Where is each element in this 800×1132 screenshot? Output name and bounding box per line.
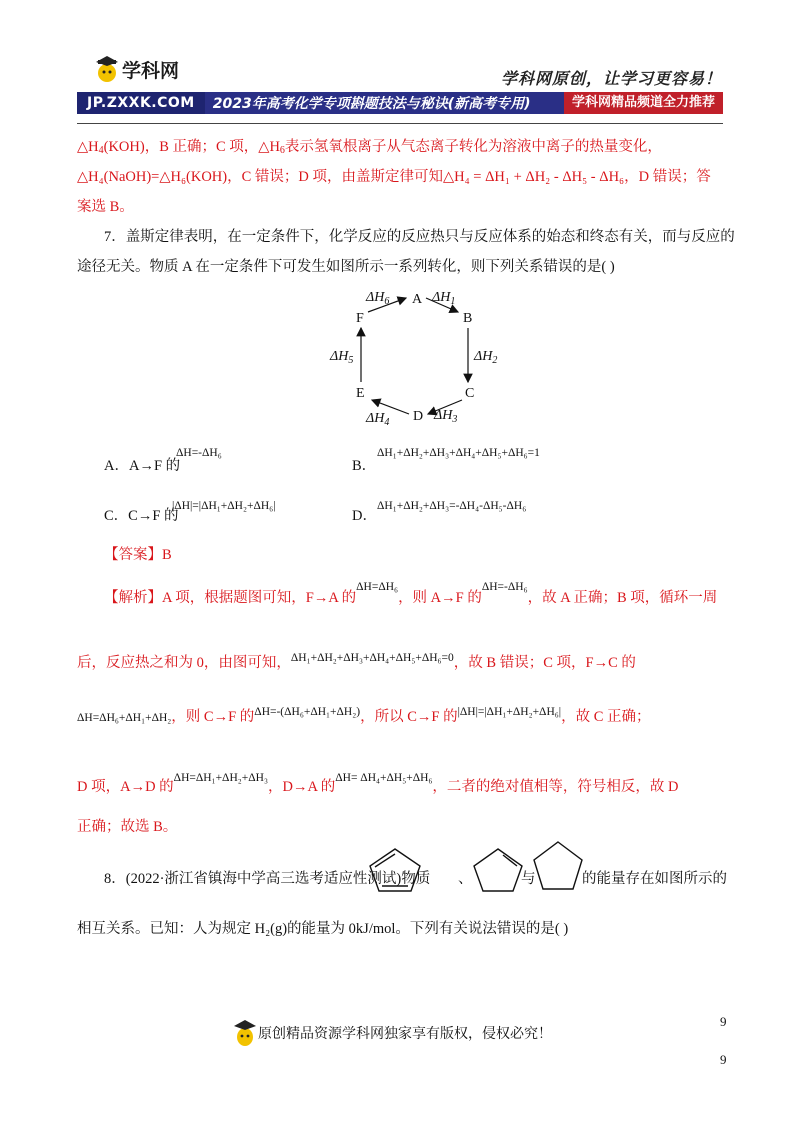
node-b: B	[463, 311, 473, 326]
cyclopentadiene-structure-icon	[365, 846, 425, 894]
q8-stem-part-1: 8．(2022·浙江省镇海中学高三选考适应性测试)物质	[104, 871, 431, 887]
q7-stem-line-1: 7．盖斯定律表明，在一定条件下，化学反应的反应热只与反应体系的始态和终态有关，而与反应的	[104, 229, 735, 245]
analysis-line-5: 正确；故选 B。	[77, 819, 178, 835]
logo-text: 学科网	[122, 60, 180, 82]
q8-stem-part-2: 的能量存在如图所示的	[582, 871, 727, 887]
label-dh1: $\Delta H_1$	[432, 290, 456, 307]
node-c: C	[465, 386, 475, 401]
prev-analysis-line-2: △H₄(NaOH)=△H₆(KOH)，C 错误；D 项，由盖斯定律可知△H₄ = ΔH₁ + ΔH₂ - ΔH₅ - ΔH₆，D 错误；答	[77, 169, 711, 185]
header-banner	[77, 92, 723, 114]
q8-separator-1: 、	[458, 871, 473, 887]
header-rule	[77, 123, 723, 124]
label-dh2: $\Delta H_2$	[474, 349, 498, 366]
label-dh6: $\Delta H_6$	[366, 290, 390, 307]
banner-title: 2023年高考化学专项斟题技法与秘诀(新高考专用)	[212, 96, 531, 112]
banner-recommend: 学科网精品频道全力推荐	[564, 92, 723, 114]
option-d-label: D．	[352, 508, 377, 524]
q8-separator-2: 与	[521, 871, 536, 887]
page-number-2: 9	[720, 1052, 727, 1067]
footer	[232, 1018, 552, 1048]
node-e: E	[356, 386, 365, 401]
cyclopentane-structure-icon	[532, 840, 584, 892]
option-b-label: B．	[352, 458, 377, 474]
logo	[92, 62, 202, 90]
option-c-formula: |ΔH|=|ΔH₁+ΔH₂+ΔH₆|	[172, 500, 276, 512]
node-f: F	[356, 311, 364, 326]
analysis-line-4: D 项，A→D 的$^{\Delta H=\Delta H_1+\Delta H_2+\Delta H_3}$，D→A 的$^{\Delta H= \Delta H_4+\Delta H_5+\Delta H_6}$，二者的绝对值相等，符号相反，故 D	[77, 772, 679, 795]
prev-analysis-line-3: 案选 B。	[77, 199, 134, 215]
footer-copyright: 原创精品资源学科网独家享有版权，侵权必究！	[258, 1026, 552, 1042]
hess-cycle-diagram	[300, 284, 520, 429]
label-dh3: $\Delta H_3$	[434, 408, 458, 425]
page-number: 9	[720, 1014, 727, 1029]
node-a: A	[412, 292, 423, 307]
label-dh5: $\Delta H_5$	[330, 349, 354, 366]
q7-stem-line-2: 途径无关。物质 A 在一定条件下可发生如图所示一系列转化，则下列关系错误的是( )	[77, 259, 615, 275]
analysis-line-2: 后，反应热之和为 0，由图可知，$^{\Delta H_1+\Delta H_2+\Delta H_3+\Delta H_4+\Delta H_5+\Delta H_6=0}$，故 B 错误；C 项，F→C 的	[77, 652, 636, 671]
analysis-line-1: 【解析】A 项，根据题图可知，F→A 的$^{\Delta H=\Delta H_6}$，则 A→F 的$^{\Delta H=-\Delta H_6}$，故 A 正确；B 项，循环一周	[104, 581, 718, 606]
mascot-icon	[232, 1018, 258, 1048]
option-b-formula: ΔH₁+ΔH₂+ΔH₃+ΔH₄+ΔH₅+ΔH₆=1	[377, 447, 540, 459]
option-a-formula: ΔH=-ΔH₆	[176, 447, 222, 459]
header-slogan: 学科网原创，让学习更容易！	[500, 69, 722, 88]
analysis-line-3: ΔH=ΔH₆+ΔH₁+ΔH₂，则 C→F 的$^{\Delta H=-(\Delta H_6+\Delta H_1+\Delta H_2)}$，所以 C→F 的$^{|\Delta H|=|\Delta H_1+\Delta H_2+\Delta H_6|}$，故 C 正确；	[77, 706, 651, 725]
node-d: D	[413, 409, 424, 424]
label-dh4: $\Delta H_4$	[366, 411, 390, 428]
answer: 【答案】B	[104, 547, 172, 563]
option-a-label: A．A→F 的	[104, 458, 181, 474]
q8-stem-line-2: 相互关系。已知：人为规定 H₂(g)的能量为 0kJ/mol。下列有关说法错误的是( )	[77, 921, 569, 937]
option-c-label: C．C→F 的	[104, 508, 179, 524]
cyclopentene-structure-icon	[470, 846, 526, 894]
mascot-icon	[92, 54, 122, 84]
prev-analysis-line-1: $\triangle H_4(KOH)$，B 正确；C 项，$\triangle H_6$表示氢氧根离子从气态离子转化为溶液中离子的热量变化，	[77, 139, 662, 156]
option-d-formula: ΔH₁+ΔH₂+ΔH₃=-ΔH₄-ΔH₅-ΔH₆	[377, 500, 527, 512]
banner-url[interactable]: JP.ZXXK.COM	[77, 92, 205, 114]
